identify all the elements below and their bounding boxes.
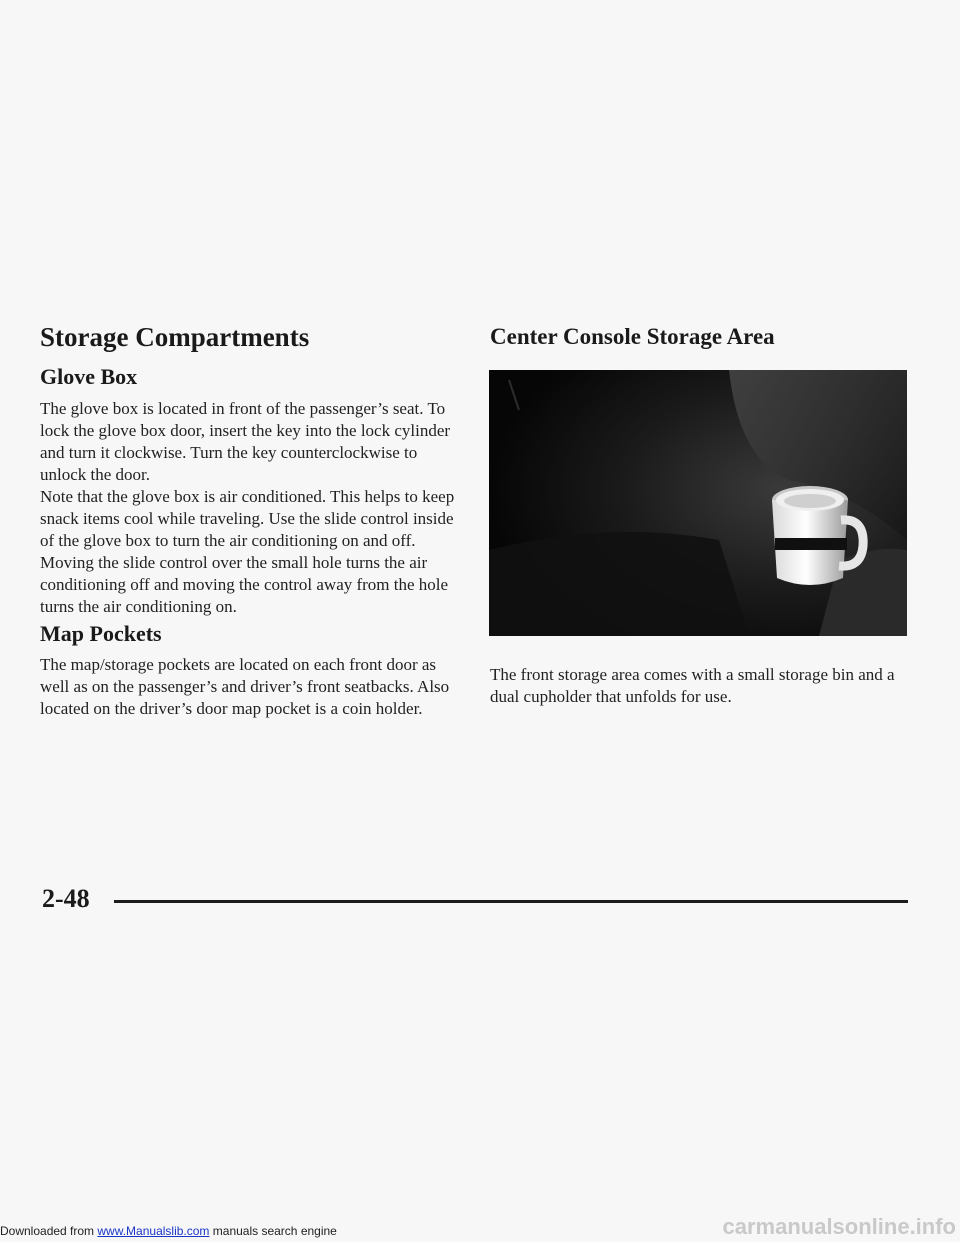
map-pockets-paragraph: The map/storage pockets are located on each front door as well as on the passenger’s and driver’s front seatbacks. Also located on the driver’s door map pocket is a coin holder.	[40, 655, 450, 718]
center-console-caption: The front storage area comes with a small storage bin and a dual cupholder that unfolds for use.	[490, 665, 895, 706]
watermark-text: carmanualsonline.info	[722, 1214, 956, 1239]
cupholder-photo-graphic	[489, 370, 907, 636]
footer-suffix: manuals search engine	[209, 1224, 337, 1238]
center-console-heading: Center Console Storage Area	[490, 324, 775, 349]
glove-box-heading: Glove Box	[40, 364, 138, 389]
footer-rule	[114, 900, 908, 903]
glove-box-paragraph-1: The glove box is located in front of the passenger’s seat. To lock the glove box door, insert the key into the lock cylinder and turn it clockwise. Turn the key counterclockwise to unlock the door.	[40, 399, 451, 484]
section-title: Storage Compartments	[40, 322, 310, 352]
page-number: 2-48	[42, 884, 90, 913]
glove-box-paragraph-2: Note that the glove box is air conditioned. This helps to keep snack items cool while traveling. Use the slide control inside of the glove box to turn the air conditioning on and off. Moving the slide control over the small hole turns the air conditioning off and moving the control away from the hole turns the air conditioning on.	[40, 487, 455, 616]
footer-prefix: Downloaded from	[0, 1224, 98, 1238]
manualslib-link[interactable]: www.Manualslib.com	[97, 1224, 210, 1238]
map-pockets-heading: Map Pockets	[40, 621, 162, 646]
download-footer	[0, 1224, 337, 1238]
cupholder-photo	[489, 370, 907, 636]
